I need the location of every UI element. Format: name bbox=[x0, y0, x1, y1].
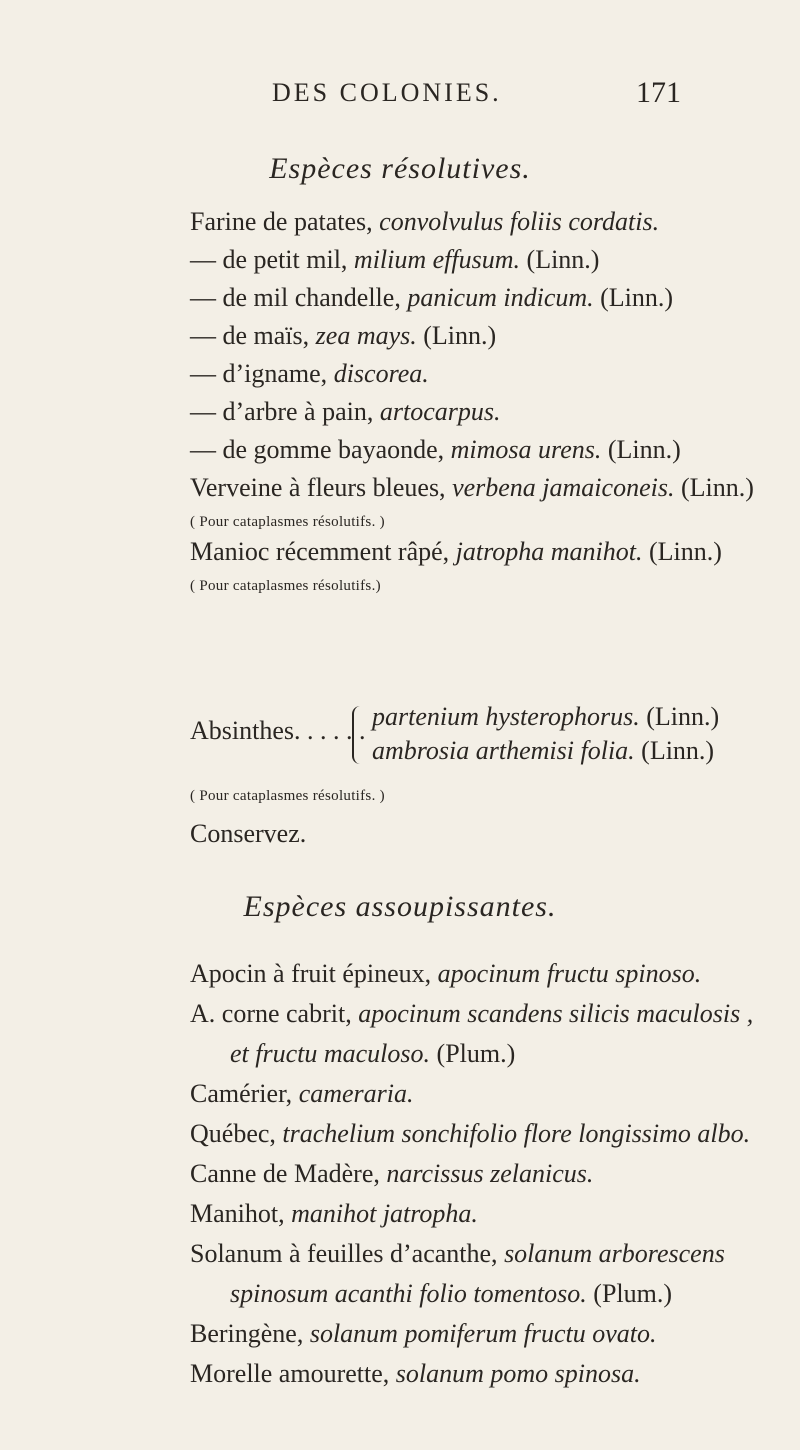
note-cataplasmes: ( Pour cataplasmes résolutifs.) bbox=[190, 578, 381, 594]
entry-line: Solanum à feuilles d’acanthe, solanum arborescens bbox=[190, 1239, 725, 1268]
note-cataplasmes: ( Pour cataplasmes résolutifs. ) bbox=[190, 514, 385, 530]
entry-line: — d’arbre à pain, artocarpus. bbox=[190, 397, 501, 426]
page-number: 171 bbox=[636, 76, 681, 109]
entry-line: Beringène, solanum pomiferum fructu ovato. bbox=[190, 1319, 657, 1348]
absinthes-group bbox=[190, 702, 750, 772]
entry-line: — d’igname, discorea. bbox=[190, 359, 429, 388]
entry-line: A. corne cabrit, apocinum scandens silicis maculosis , bbox=[190, 999, 754, 1028]
entry-line: Farine de patates, convolvulus foliis cordatis. bbox=[190, 207, 660, 236]
entry-line: — de maïs, zea mays. (Linn.) bbox=[190, 321, 497, 350]
running-head: DES COLONIES. bbox=[272, 78, 502, 107]
conservez-text: Conservez. bbox=[190, 819, 307, 848]
absinthes-line: ambrosia arthemisi folia. (Linn.) bbox=[372, 736, 715, 765]
absinthes-label: Absinthes. . . . . . bbox=[190, 716, 366, 745]
entry-line: Canne de Madère, narcissus zelanicus. bbox=[190, 1159, 594, 1188]
absinthes-line: partenium hysterophorus. (Linn.) bbox=[372, 702, 720, 731]
note-cataplasmes: ( Pour cataplasmes résolutifs. ) bbox=[190, 788, 385, 804]
entry-line: Manihot, manihot jatropha. bbox=[190, 1199, 478, 1228]
entry-line: — de gomme bayaonde, mimosa urens. (Linn.) bbox=[190, 435, 681, 464]
brace-icon bbox=[352, 706, 364, 764]
entry-line: spinosum acanthi folio tomentoso. (Plum.) bbox=[230, 1279, 673, 1308]
entry-line: Morelle amourette, solanum pomo spinosa. bbox=[190, 1359, 641, 1388]
entry-line-manioc: Manioc récemment râpé, jatropha manihot. (Linn.) bbox=[190, 537, 722, 566]
entry-line: et fructu maculoso. (Plum.) bbox=[230, 1039, 516, 1068]
entry-line: — de petit mil, milium effusum. (Linn.) bbox=[190, 245, 600, 274]
entry-line: Camérier, cameraria. bbox=[190, 1079, 414, 1108]
section-title-assoupissantes: Espèces assoupissantes. bbox=[243, 890, 557, 923]
entry-line: Québec, trachelium sonchifolio flore longissimo albo. bbox=[190, 1119, 751, 1148]
entry-line: Verveine à fleurs bleues, verbena jamaiconeis. (Linn.) bbox=[190, 473, 754, 502]
entry-line: Apocin à fruit épineux, apocinum fructu spinoso. bbox=[190, 959, 702, 988]
entry-line: — de mil chandelle, panicum indicum. (Linn.) bbox=[190, 283, 674, 312]
section-title-resolutives: Espèces résolutives. bbox=[269, 152, 531, 185]
page-header bbox=[0, 72, 800, 112]
